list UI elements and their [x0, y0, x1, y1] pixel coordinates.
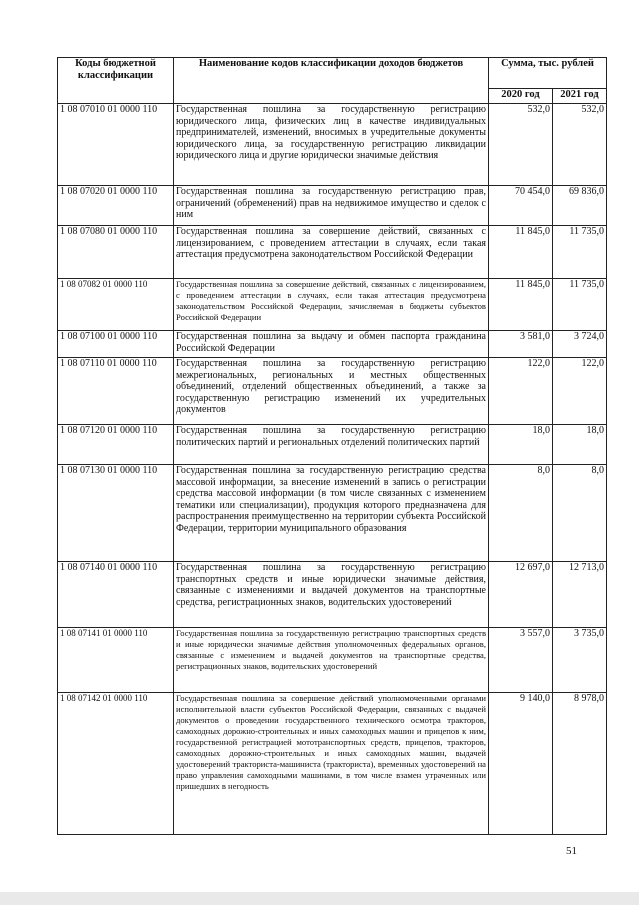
table-row	[58, 465, 607, 562]
row-code: 1 08 07080 01 0000 110	[58, 226, 174, 279]
row-code: 1 08 07010 01 0000 110	[58, 104, 174, 186]
row-name: Государственная пошлина за государственную регистрацию транспортных средств и иные юридически значимые действия, связанные с изменениями и выдачей документов на транспортные средства, регистрационных знаков, водительских удостоверений	[174, 562, 489, 628]
row-value-2020: 11 845,0	[489, 279, 553, 331]
row-name: Государственная пошлина за совершение действий, связанных с лицензированием, с проведением аттестации в случаях, если такая аттестация предусмотрена законодательством Российской Федерации	[174, 226, 489, 279]
row-name: Государственная пошлина за совершение действий уполномоченными органами исполнительной власти субъектов Российской Федерации, связанных с выдачей документов о проведении государственного технического осмотра тракторов, самоходных дорожно-строительных и иных самоходных машин и прицепов к ним, государственной регистрацией мототранспортных средств, прицепов, тракторов, самоходных дорожно-строительных и иных самоходных машин, выдачей удостоверений тракториста-машиниста (тракториста), временных удостоверений на право управления самоходными машинами, в том числе взамен утраченных или пришедших в негодность	[174, 693, 489, 835]
row-code: 1 08 07020 01 0000 110	[58, 186, 174, 226]
table-row	[58, 104, 607, 186]
page-number: 51	[566, 845, 577, 857]
row-value-2020: 9 140,0	[489, 693, 553, 835]
row-name: Государственная пошлина за государственную регистрацию прав, ограничений (обременений) прав на недвижимое имущество и сделок с ним	[174, 186, 489, 226]
header-year-2021: 2021 год	[553, 89, 607, 104]
row-value-2021: 11 735,0	[553, 279, 607, 331]
row-code: 1 08 07110 01 0000 110	[58, 358, 174, 425]
row-value-2020: 11 845,0	[489, 226, 553, 279]
row-code: 1 08 07100 01 0000 110	[58, 331, 174, 358]
row-code: 1 08 07140 01 0000 110	[58, 562, 174, 628]
row-name: Государственная пошлина за государственную регистрацию межрегиональных, региональных и местных общественных объединений, отделений общественных объединений, а также за государственную регистрацию изменений их учредительных документов	[174, 358, 489, 425]
budget-revenue-table	[57, 57, 607, 835]
row-value-2021: 122,0	[553, 358, 607, 425]
row-value-2020: 12 697,0	[489, 562, 553, 628]
row-value-2020: 3 557,0	[489, 628, 553, 693]
scan-bottom-edge	[0, 892, 639, 905]
row-value-2021: 18,0	[553, 425, 607, 465]
row-value-2020: 532,0	[489, 104, 553, 186]
row-value-2021: 12 713,0	[553, 562, 607, 628]
row-code: 1 08 07082 01 0000 110	[58, 279, 174, 331]
header-sum: Сумма, тыс. рублей	[489, 58, 607, 89]
table-row	[58, 425, 607, 465]
header-name: Наименование кодов классификации доходов бюджетов	[174, 58, 489, 104]
row-value-2020: 122,0	[489, 358, 553, 425]
row-value-2020: 8,0	[489, 465, 553, 562]
row-value-2020: 70 454,0	[489, 186, 553, 226]
row-value-2020: 18,0	[489, 425, 553, 465]
table-row	[58, 693, 607, 835]
row-name: Государственная пошлина за выдачу и обмен паспорта гражданина Российской Федерации	[174, 331, 489, 358]
row-value-2021: 3 735,0	[553, 628, 607, 693]
row-value-2021: 532,0	[553, 104, 607, 186]
header-code: Коды бюджетной классификации	[58, 58, 174, 104]
row-name: Государственная пошлина за государственную регистрацию юридического лица, физических лиц в качестве индивидуальных предпринимателей, изменений, вносимых в учредительные документы юридического лица, за государственную регистрацию ликвидации юридического лица и другие юридически значимые действия	[174, 104, 489, 186]
row-name: Государственная пошлина за совершение действий, связанных с лицензированием, с проведением аттестации в случаях, если такая аттестация предусмотрена законодательством Российской Федерации, зачисляемая в бюджеты субъектов Российской Федерации	[174, 279, 489, 331]
row-code: 1 08 07142 01 0000 110	[58, 693, 174, 835]
table-row	[58, 331, 607, 358]
row-value-2021: 8,0	[553, 465, 607, 562]
row-name: Государственная пошлина за государственную регистрацию политических партий и региональных отделений политических партий	[174, 425, 489, 465]
row-value-2021: 69 836,0	[553, 186, 607, 226]
table-row	[58, 186, 607, 226]
row-value-2021: 8 978,0	[553, 693, 607, 835]
row-code: 1 08 07141 01 0000 110	[58, 628, 174, 693]
header-year-2020: 2020 год	[489, 89, 553, 104]
table-row	[58, 628, 607, 693]
row-value-2020: 3 581,0	[489, 331, 553, 358]
table-row	[58, 279, 607, 331]
row-name: Государственная пошлина за государственную регистрацию средства массовой информации, за внесение изменений в запись о регистрации средства массовой информации (в том числе связанных с изменением тематики или специализации), продукция которого предназначена для распространения преимущественно на территории субъекта Российской Федерации, территории муниципального образования	[174, 465, 489, 562]
row-code: 1 08 07120 01 0000 110	[58, 425, 174, 465]
table-row	[58, 562, 607, 628]
table-row	[58, 358, 607, 425]
table-row	[58, 226, 607, 279]
row-value-2021: 11 735,0	[553, 226, 607, 279]
row-code: 1 08 07130 01 0000 110	[58, 465, 174, 562]
row-name: Государственная пошлина за государственную регистрацию транспортных средств и иные юридически значимые действия уполномоченных федеральных органов, связанные с изменением и выдачей документов на транспортные средства, регистрационных знаков, водительских удостоверений	[174, 628, 489, 693]
row-value-2021: 3 724,0	[553, 331, 607, 358]
